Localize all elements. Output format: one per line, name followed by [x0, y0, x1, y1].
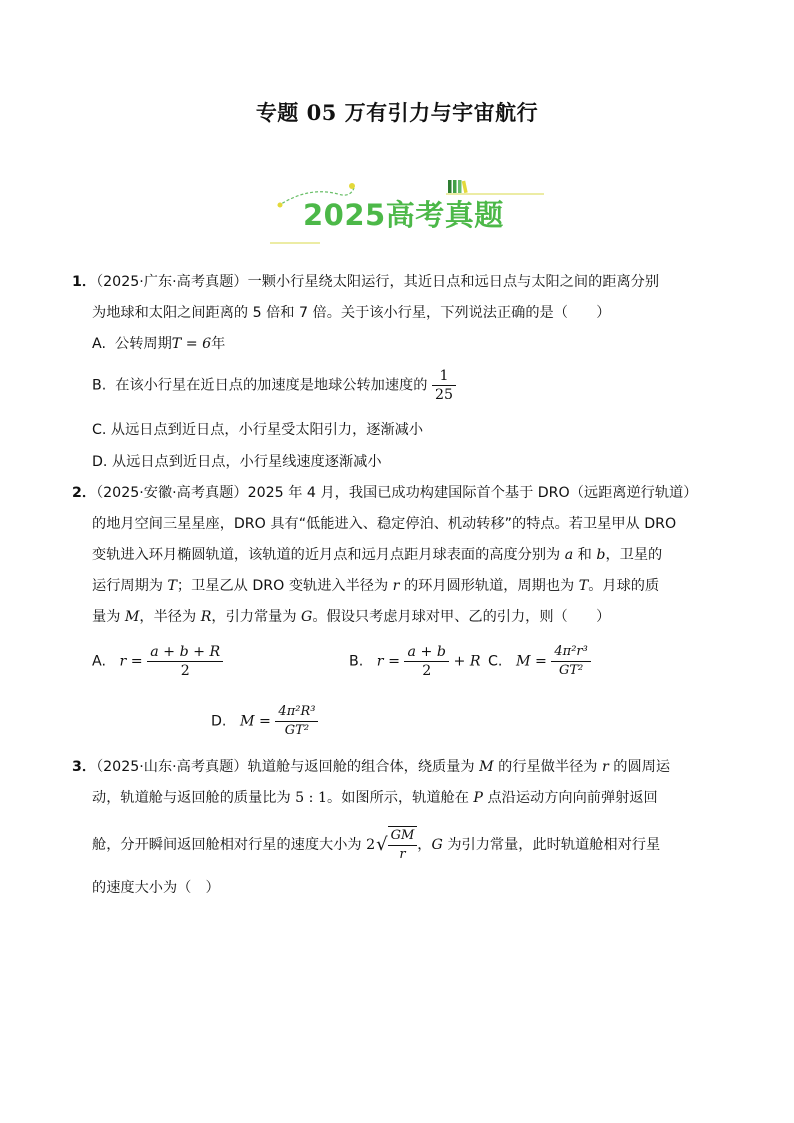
sqrt-icon: √ — [376, 834, 388, 855]
math-var: G — [301, 609, 313, 625]
q1-line1 — [72, 272, 659, 292]
text: 。假设只考虑月球对甲、乙的引力，则（ ） — [312, 609, 611, 625]
fraction-denominator: 2 — [180, 663, 190, 679]
q1-option-a — [92, 334, 225, 354]
q1-stem2: 为地球和太阳之间距离的 5 倍和 7 倍。关于该小行星，下列说法正确的是（ ） — [92, 305, 611, 321]
option-label: B. — [349, 653, 364, 670]
q3-sqrt-fraction — [388, 826, 418, 864]
text: 为引力常量，此时轨道舱相对行星 — [442, 837, 661, 853]
fraction-denominator: 25 — [434, 387, 453, 403]
option-lhs: M = — [239, 713, 271, 730]
text: （2025·山东·高考真题）轨道舱与返回舱的组合体，绕质量为 — [96, 759, 480, 775]
text: 的圆周运 — [608, 759, 671, 775]
q1-option-a-text: 公转周期 — [115, 336, 172, 352]
q1-option-b-fraction — [432, 367, 456, 404]
fraction-denominator: r — [399, 847, 406, 862]
math-var: a — [564, 547, 574, 563]
q2-line1 — [72, 483, 697, 503]
q2-option-a — [92, 643, 223, 680]
text: 动，轨道舱与返回舱的质量比为 — [92, 790, 296, 806]
q2-option-a-fraction — [147, 643, 223, 680]
math-var: M — [479, 759, 494, 775]
q1-option-b-label: B. — [92, 377, 107, 394]
q2-line1-text: （2025·安徽·高考真题）2025 年 4 月，我国已成功构建国际首个基于 DRO（远距离逆行轨道） — [96, 485, 698, 501]
q3-line2 — [92, 788, 658, 808]
fraction-numerator: 1 — [432, 367, 456, 386]
q2-line5 — [92, 607, 610, 627]
math-var: r — [392, 578, 400, 594]
q2-option-c — [488, 643, 591, 680]
math-var: T — [578, 578, 589, 594]
fraction-numerator: a + b — [404, 643, 448, 662]
fraction-denominator: GT² — [558, 663, 584, 678]
math-var: G — [431, 837, 443, 853]
q1-number: 1． — [72, 274, 97, 290]
fraction-numerator: a + b + R — [147, 643, 223, 662]
banner-title: 2025高考真题 — [303, 198, 504, 232]
q2-option-b — [349, 643, 481, 680]
text: 量为 — [92, 609, 125, 625]
text: ，引力常量为 — [211, 609, 302, 625]
q1-option-b-text: 在该小行星在近日点的加速度是地球公转加速度的 — [115, 377, 428, 394]
q2-option-b-fraction — [404, 643, 448, 680]
q3-line1 — [72, 757, 670, 777]
text: ；卫星乙从 DRO 变轨进入半径为 — [176, 578, 393, 594]
fraction-denominator: 2 — [422, 663, 432, 679]
option-lhs: r = — [376, 653, 400, 670]
q1-option-b — [92, 367, 456, 404]
fraction-denominator: GT² — [284, 723, 310, 738]
q2-number: 2． — [72, 485, 97, 501]
text: 的环月圆形轨道，周期也为 — [399, 578, 579, 594]
option-tail: + R — [453, 653, 481, 670]
q2-line2: 的地月空间三星星座，DRO 具有“低能进入、稳定停泊、机动转移”的特点。若卫星甲从 DRO — [92, 516, 677, 532]
math-ratio: 5 : 1 — [295, 790, 327, 806]
math-var: M — [124, 609, 140, 625]
q1-option-a-unit: 年 — [211, 336, 226, 352]
text: ，半径为 — [139, 609, 201, 625]
q1-stem1: （2025·广东·高考真题）一颗小行星绕太阳运行，其近日点和远日点与太阳之间的距离分别 — [96, 274, 660, 290]
q1-option-a-math: T = 6 — [171, 336, 212, 352]
text: 和 — [573, 547, 597, 563]
text: 。如图所示，轨道舱在 — [327, 790, 474, 806]
text: 舱，分开瞬间返回舱相对行星的速度大小为 — [92, 837, 367, 853]
q3-line3 — [92, 826, 660, 864]
q2-line4 — [92, 576, 659, 596]
q3-number: 3． — [72, 759, 97, 775]
math-var: T — [167, 578, 177, 594]
q1-option-a-label: A. — [92, 336, 106, 352]
q2-option-d-fraction — [275, 703, 318, 740]
math-coef: 2 — [366, 837, 376, 853]
q2-line3 — [92, 545, 662, 565]
math-var: R — [200, 609, 212, 625]
text: ， — [417, 837, 432, 853]
q2-option-c-fraction — [551, 643, 590, 680]
fraction-numerator: GM — [388, 827, 418, 846]
option-label: A. — [92, 653, 106, 670]
text: ，卫星的 — [605, 547, 663, 563]
q3-line4: 的速度大小为（ ） — [92, 880, 220, 896]
q1-option-c: C. 从远日点到近日点，小行星受太阳引力，逐渐减小 — [92, 422, 424, 438]
text: 点沿运动方向向前弹射返回 — [482, 790, 658, 806]
option-lhs: r = — [119, 653, 143, 670]
fraction-numerator: 4π²R³ — [275, 703, 318, 722]
math-var: b — [596, 547, 606, 563]
math-var: r — [601, 759, 609, 775]
text: 。月球的质 — [588, 578, 660, 594]
page-title: 专题 05 万有引力与宇宙航行 — [255, 100, 539, 125]
option-lhs: M = — [515, 653, 547, 670]
q1-option-d: D. 从远日点到近日点，小行星线速度逐渐减小 — [92, 454, 382, 470]
text: 的行星做半径为 — [493, 759, 602, 775]
text: 运行周期为 — [92, 578, 168, 594]
q2-option-d — [211, 703, 318, 740]
fraction-numerator: 4π²r³ — [551, 643, 590, 662]
text: 变轨进入环月椭圆轨道，该轨道的近月点和远月点距月球表面的高度分别为 — [92, 547, 565, 563]
option-label: D. — [211, 713, 227, 730]
option-label: C. — [488, 653, 503, 670]
math-var: P — [473, 790, 483, 806]
